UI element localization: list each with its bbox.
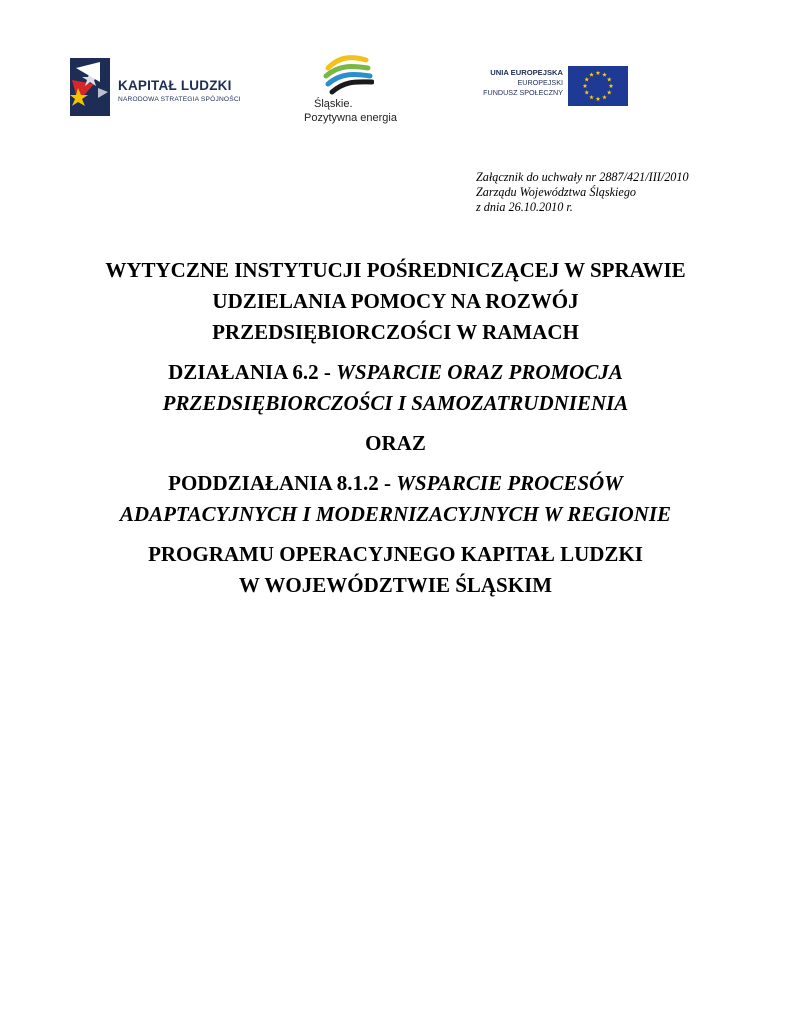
slaskie-name: Śląskie.	[314, 98, 353, 110]
annex-line-3: z dnia 26.10.2010 r.	[476, 200, 573, 214]
action-name-2: PRZEDSIĘBIORCZOŚCI I SAMOZATRUDNIENIA	[162, 391, 629, 415]
title-line-1: WYTYCZNE INSTYTUCJI POŚREDNICZĄCEJ W SPRAWIE	[105, 258, 686, 282]
slaskie-tagline: Pozytywna energia	[304, 112, 397, 124]
kapital-ludzki-logo	[70, 58, 260, 118]
title-line-3: PRZEDSIĘBIORCZOŚCI W RAMACH	[212, 320, 579, 344]
annex-note	[476, 170, 689, 215]
document-title	[40, 255, 751, 601]
title-action-line-1	[40, 357, 751, 388]
eu-logo-text	[466, 68, 563, 98]
title-subaction-line-2	[40, 499, 751, 530]
eu-line-1: UNIA EUROPEJSKA	[490, 68, 563, 77]
annex-line-1: Załącznik do uchwały nr 2887/421/III/2010	[476, 170, 689, 184]
kapital-ludzki-title: KAPITAŁ LUDZKI	[118, 78, 232, 93]
subaction-name-2: ADAPTACYJNYCH I MODERNIZACYJNYCH W REGIONIE	[119, 502, 672, 526]
eu-flag-icon	[568, 66, 628, 106]
slaskie-logo	[300, 54, 400, 129]
title-line-2: UDZIELANIA POMOCY NA ROZWÓJ	[212, 289, 579, 313]
title-program-line-1: PROGRAMU OPERACYJNEGO KAPITAŁ LUDZKI	[148, 542, 643, 566]
kapital-ludzki-emblem-icon	[70, 58, 114, 116]
eu-line-3: FUNDUSZ SPOŁECZNY	[483, 88, 563, 97]
title-action-line-2	[40, 388, 751, 419]
title-conjunction: ORAZ	[365, 431, 426, 455]
subaction-prefix: PODDZIAŁANIA 8.1.2 -	[168, 471, 397, 495]
action-name-1: WSPARCIE ORAZ PROMOCJA	[336, 360, 623, 384]
title-program-line-2: W WOJEWÓDZTWIE ŚLĄSKIM	[238, 573, 553, 597]
subaction-name-1: WSPARCIE PROCESÓW	[396, 471, 623, 495]
kapital-ludzki-subtitle: NARODOWA STRATEGIA SPÓJNOŚCI	[118, 96, 241, 103]
eu-line-2: EUROPEJSKI	[517, 78, 563, 87]
annex-line-2: Zarządu Województwa Śląskiego	[476, 185, 637, 199]
header-logos	[0, 0, 791, 135]
slaskie-waves-icon	[322, 54, 374, 96]
title-subaction-line-1	[40, 468, 751, 499]
action-prefix: DZIAŁANIA 6.2 -	[168, 360, 337, 384]
eu-logo	[466, 62, 636, 112]
